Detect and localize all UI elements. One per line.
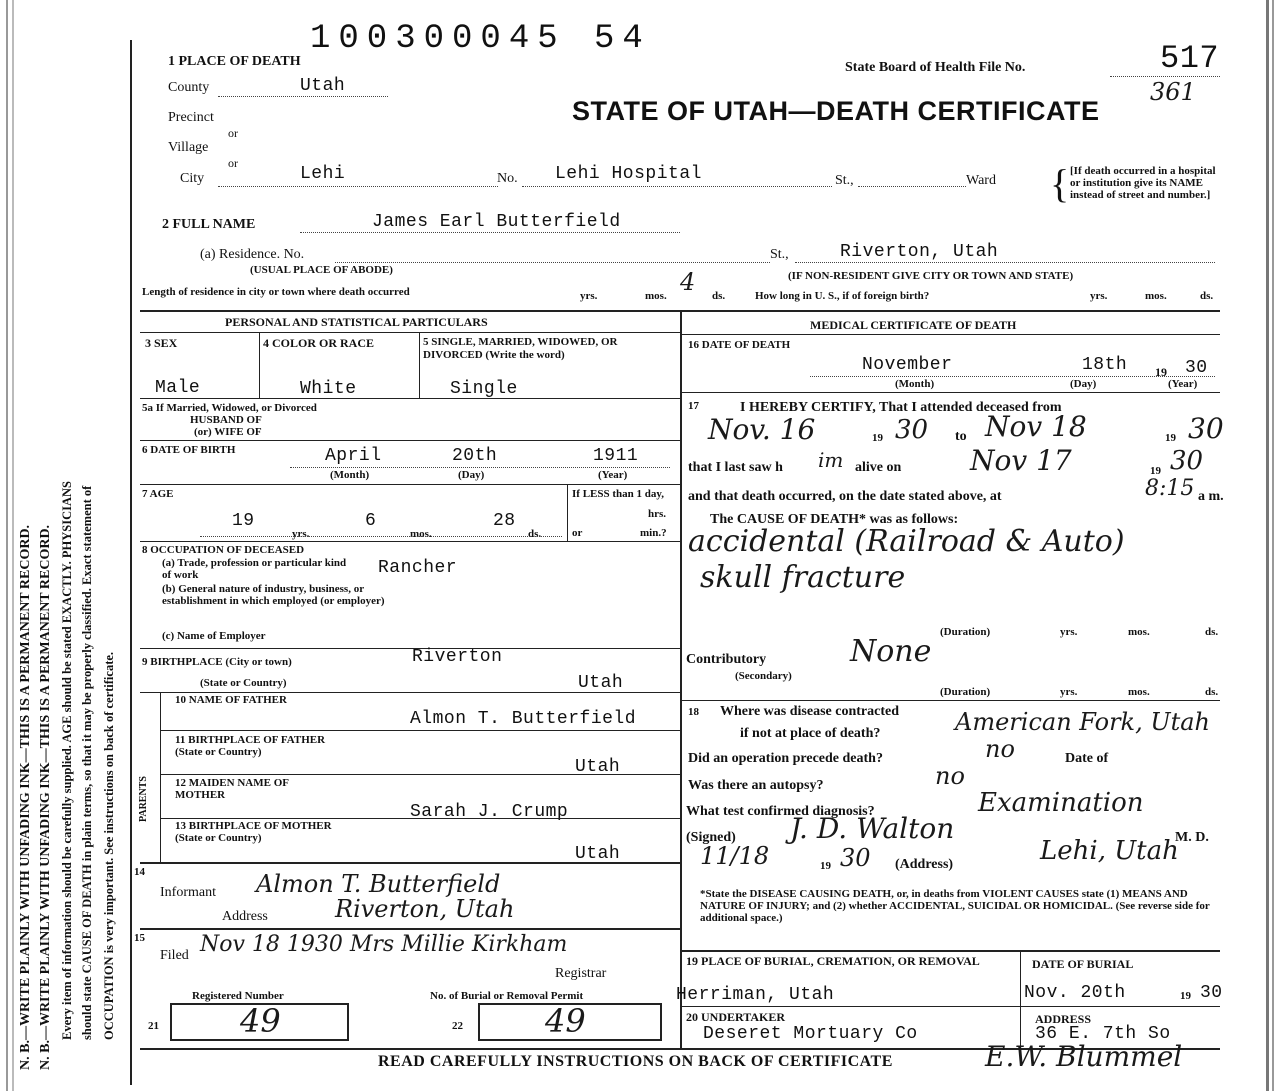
yrs-label: yrs.: [1060, 686, 1078, 698]
or-label: or: [228, 156, 238, 170]
yrs-label: yrs.: [580, 290, 598, 302]
color-label: 4 COLOR OR RACE: [263, 336, 375, 350]
wife-label: (or) WIFE OF: [194, 426, 262, 438]
county-label: County: [168, 80, 210, 95]
street-label: St.,: [835, 173, 854, 188]
alive-on-label: alive on: [855, 460, 902, 475]
father-birthplace-label: 11 BIRTHPLACE OF FATHER (State or Country): [175, 734, 326, 758]
grid-line: [140, 862, 680, 864]
month-caption: (Month): [895, 378, 935, 390]
side-instruction: Every item of information should be carefully supplied. AGE should be stated EXACTLY. PHYSICIANS: [60, 481, 74, 1040]
cause-primary: accidental (Railroad & Auto): [688, 524, 1125, 559]
grid-line: [140, 541, 680, 542]
grid-line: [140, 692, 680, 693]
occupation-industry-label: (b) General nature of industry, business, or establishment in which employed (or employer): [162, 583, 385, 607]
nonresident-note: (IF NON-RESIDENT GIVE CITY OR TOWN AND STATE): [788, 270, 1074, 282]
year-prefix: 19: [1150, 465, 1161, 477]
burial-date-label: DATE OF BURIAL: [1032, 957, 1134, 971]
hospital-value: Lehi Hospital: [555, 164, 702, 184]
yrs-label: yrs.: [1090, 290, 1108, 302]
operation-label: Did an operation precede death?: [688, 751, 883, 766]
grid-line: [682, 950, 1220, 952]
secondary-caption: (Secondary): [735, 670, 792, 682]
duration-label: (Duration): [940, 686, 991, 698]
dob-label: 6 DATE OF BIRTH: [142, 444, 236, 456]
hospital-note: [If death occurred in a hospital or institution give its NAME instead of street and number.]: [1070, 165, 1216, 201]
precinct-label: Precinct: [168, 110, 214, 125]
item-number: 14: [134, 866, 145, 878]
color-value: White: [300, 379, 357, 399]
disease-contracted-value: American Fork, Utah: [955, 708, 1210, 736]
mother-label: 12 MAIDEN NAME OF MOTHER: [175, 777, 289, 801]
grid-line: [160, 693, 161, 863]
marital-label: 5 SINGLE, MARRIED, WIDOWED, OR DIVORCED (Write the word): [423, 336, 618, 361]
father-value: Almon T. Butterfield: [410, 709, 637, 729]
occupation-label: 8 OCCUPATION OF DECEASED: [142, 544, 305, 556]
yrs-label: yrs.: [292, 528, 310, 540]
year-prefix: 19: [1165, 432, 1176, 444]
attended-to: Nov 18: [985, 410, 1087, 443]
age-days: 28: [493, 511, 516, 531]
burial-year: 30: [1200, 983, 1223, 1003]
contributory-value: None: [850, 634, 932, 669]
full-name-value: James Earl Butterfield: [372, 212, 621, 232]
item-number: 15: [134, 932, 145, 944]
city-label: City: [180, 171, 205, 186]
grid-line: [160, 818, 680, 819]
grid-line: [682, 334, 1220, 335]
year-caption: (Year): [1168, 378, 1198, 390]
father-birthplace: Utah: [575, 757, 621, 777]
to-label: to: [955, 429, 967, 444]
mos-label: mos.: [410, 528, 432, 540]
attended-from: Nov. 16: [708, 413, 816, 446]
permit-number-label: No. of Burial or Removal Permit: [430, 990, 584, 1002]
occupation-value: Rancher: [378, 558, 458, 578]
file-number-label: State Board of Health File No.: [845, 60, 1026, 75]
grid-line: [682, 1006, 1220, 1007]
informant-value: Almon T. Butterfield: [256, 870, 501, 898]
ward-label: Ward: [966, 173, 996, 188]
registered-number: 49: [240, 1002, 281, 1040]
last-saw-pronoun: im: [818, 448, 844, 472]
mother-birthplace: Utah: [575, 844, 621, 864]
dob-year: 1911: [593, 446, 639, 466]
ds-label: ds.: [1205, 686, 1219, 698]
birthplace-state: Utah: [578, 673, 624, 693]
burial-date-value: Nov. 20th: [1024, 983, 1126, 1003]
year-prefix: 19: [872, 432, 883, 444]
grid-line: [140, 484, 680, 485]
grid-line: [140, 648, 680, 649]
last-saw-label: that I last saw h: [688, 460, 783, 475]
certificate-title: STATE OF UTAH—DEATH CERTIFICATE: [572, 96, 1100, 126]
city-value: Lehi: [300, 164, 346, 184]
dob-day: 20th: [452, 446, 498, 466]
filed-value: Nov 18 1930 Mrs Millie Kirkham: [200, 932, 568, 957]
file-stamp: 517: [1160, 40, 1220, 77]
place-heading: 1 PLACE OF DEATH: [168, 54, 301, 69]
paper-edge: [6, 0, 8, 1091]
year-prefix: 19: [1180, 990, 1191, 1002]
residence-street-label: St.,: [770, 247, 789, 262]
age-years: 19: [232, 511, 255, 531]
signed-label: (Signed): [686, 830, 736, 845]
cause-label: The CAUSE OF DEATH* was as follows:: [710, 512, 959, 527]
registrar-signature: E.W. Blummel: [985, 1040, 1183, 1073]
residence-days-value: 4: [680, 268, 696, 296]
filed-label: Filed: [160, 948, 189, 963]
husband-label: HUSBAND OF: [190, 414, 262, 426]
test-label: What test confirmed diagnosis?: [686, 804, 875, 819]
death-year: 30: [1185, 358, 1208, 378]
month-caption: (Month): [330, 469, 370, 481]
side-instruction: OCCUPATION is very important. See instructions on back of certificate.: [102, 651, 116, 1040]
ds-label: ds.: [712, 290, 726, 302]
residence-value: Riverton, Utah: [840, 242, 999, 262]
item-number: 18: [688, 706, 699, 718]
full-name-label: 2 FULL NAME: [162, 217, 256, 232]
item-number: 17: [688, 400, 699, 412]
md-label: M. D.: [1175, 830, 1209, 845]
file-number: 361: [1150, 78, 1196, 106]
age-months: 6: [365, 511, 377, 531]
test-value: Examination: [978, 788, 1144, 818]
undertaker-address-label: ADDRESS: [1035, 1012, 1092, 1026]
or-label: or: [572, 527, 583, 539]
death-time: 8:15: [1145, 476, 1195, 501]
permit-number: 49: [545, 1002, 586, 1040]
serial-number: 100300045 54: [310, 20, 651, 58]
certify-statement: I HEREBY CERTIFY, That I attended deceased from: [740, 400, 1062, 415]
death-month: November: [862, 355, 953, 375]
day-caption: (Day): [458, 469, 485, 481]
last-saw-year: 30: [1170, 446, 1204, 476]
state-country-label: (State or Country): [200, 677, 287, 689]
time-period: a m.: [1198, 489, 1224, 504]
physician-address: Lehi, Utah: [1040, 836, 1179, 866]
year-caption: (Year): [598, 469, 628, 481]
residence-label: (a) Residence. No.: [200, 247, 305, 262]
side-instruction: should state CAUSE OF DEATH in plain terms, so that it may be properly classified. Exact statement of: [80, 485, 94, 1040]
year-prefix: 19: [1155, 365, 1167, 379]
grid-line: [140, 440, 680, 441]
mother-value: Sarah J. Crump: [410, 802, 569, 822]
day-caption: (Day): [1070, 378, 1097, 390]
address-label: Address: [222, 909, 268, 924]
item-number: 22: [452, 1020, 463, 1032]
registered-number-label: Registered Number: [192, 990, 284, 1002]
undertaker-label: 20 UNDERTAKER: [686, 1010, 786, 1024]
mother-birthplace-label: 13 BIRTHPLACE OF MOTHER (State or Country): [175, 820, 332, 844]
dob-month: April: [325, 446, 382, 466]
undertaker-value: Deseret Mortuary Co: [703, 1024, 918, 1044]
autopsy-value: no: [935, 762, 965, 790]
grid-line: [1020, 952, 1021, 1048]
grid-line: [680, 310, 682, 1050]
mos-label: mos.: [1128, 626, 1150, 638]
paper-edge: [1272, 0, 1274, 1091]
birthplace-label: 9 BIRTHPLACE (City or town): [142, 656, 292, 668]
min-label: min.?: [640, 527, 667, 539]
medical-heading: MEDICAL CERTIFICATE OF DEATH: [810, 318, 1017, 332]
grid-line: [682, 700, 1220, 701]
death-occurred-label: and that death occurred, on the date stated above, at: [688, 489, 1002, 504]
grid-line: [140, 928, 680, 930]
length-residence-label: Length of residence in city or town where death occurred: [142, 286, 410, 298]
burial-place-value: Herriman, Utah: [676, 985, 835, 1005]
grid-line: [259, 333, 260, 399]
grid-line: [160, 730, 680, 731]
age-label: 7 AGE: [142, 488, 174, 500]
last-saw-date: Nov 17: [970, 444, 1072, 477]
attended-from-year: 30: [895, 415, 929, 445]
mos-label: mos.: [1145, 290, 1167, 302]
grid-line: [160, 774, 680, 775]
address-label: (Address): [895, 857, 954, 872]
signature-year: 30: [840, 844, 871, 872]
us-length-label: How long in U. S., if of foreign birth?: [755, 290, 930, 302]
village-label: Village: [168, 140, 209, 155]
year-prefix: 19: [820, 860, 831, 872]
informant-label: Informant: [160, 885, 216, 900]
father-label: 10 NAME OF FATHER: [175, 694, 287, 706]
spouse-label: 5a If Married, Widowed, or Divorced: [142, 402, 317, 414]
cause-note: *State the DISEASE CAUSING DEATH, or, in deaths from VIOLENT CAUSES state (1) MEANS AND NATURE OF INJURY; and (2) whether ACCIDENTAL, SUICIDAL OR HOMICIDAL. (See reverse side for additional space.): [700, 888, 1210, 924]
paper-edge: [12, 0, 14, 1091]
death-day: 18th: [1082, 355, 1128, 375]
paper-edge: [1266, 0, 1269, 1091]
ds-label: ds.: [1205, 626, 1219, 638]
abode-note: (USUAL PLACE OF ABODE): [250, 264, 393, 276]
date-of-label: Date of: [1065, 751, 1109, 766]
disease-contracted-label: Where was disease contracted: [720, 704, 899, 719]
physician-signature: J. D. Walton: [790, 812, 955, 845]
operation-value: no: [985, 735, 1015, 763]
mos-label: mos.: [645, 290, 667, 302]
or-label: or: [228, 126, 238, 140]
burial-place-label: 19 PLACE OF BURIAL, CREMATION, OR REMOVAL: [686, 954, 980, 968]
grid-line: [140, 332, 680, 333]
death-date-label: 16 DATE OF DEATH: [688, 339, 791, 351]
footer-instructions: READ CAREFULLY INSTRUCTIONS ON BACK OF CERTIFICATE: [378, 1053, 893, 1070]
signature-date: 11/18: [700, 842, 770, 870]
ds-label: ds.: [528, 528, 542, 540]
marital-value: Single: [450, 379, 518, 399]
parents-label: PARENTS: [138, 776, 149, 822]
occupation-trade-label: (a) Trade, profession or particular kind of work: [162, 557, 347, 581]
yrs-label: yrs.: [1060, 626, 1078, 638]
grid-line: [140, 398, 680, 399]
less-than-label: If LESS than 1 day,: [572, 488, 665, 500]
side-instruction: N. B.—WRITE PLAINLY WITH UNFADING INK—THIS IS A PERMANENT RECORD.: [18, 524, 33, 1070]
if-not-label: if not at place of death?: [740, 726, 881, 741]
birthplace-city: Riverton: [412, 647, 503, 667]
grid-line: [682, 392, 1220, 393]
hrs-label: hrs.: [648, 508, 667, 520]
employer-label: (c) Name of Employer: [162, 630, 266, 642]
ds-label: ds.: [1200, 290, 1214, 302]
side-instruction: N. B.—WRITE PLAINLY WITH UNFADING INK—THIS IS A PERMANENT RECORD.: [38, 524, 53, 1070]
brace-icon: {: [1050, 161, 1070, 206]
street-no-label: No.: [497, 171, 518, 186]
informant-address: Riverton, Utah: [335, 895, 515, 923]
form-left-border: [130, 40, 132, 1085]
autopsy-label: Was there an autopsy?: [688, 778, 824, 793]
grid-line: [419, 333, 420, 399]
grid-line: [567, 485, 568, 541]
sex-value: Male: [155, 378, 201, 398]
mos-label: mos.: [1128, 686, 1150, 698]
duration-label: (Duration): [940, 626, 991, 638]
undertaker-address: 36 E. 7th So: [1035, 1024, 1171, 1044]
cause-secondary-line: skull fracture: [700, 560, 906, 595]
registrar-label: Registrar: [555, 966, 607, 981]
attended-to-year: 30: [1188, 412, 1224, 445]
item-number: 21: [148, 1020, 159, 1032]
contributory-label: Contributory: [686, 652, 767, 667]
county-value: Utah: [300, 76, 346, 96]
sex-label: 3 SEX: [145, 336, 178, 350]
personal-heading: PERSONAL AND STATISTICAL PARTICULARS: [225, 315, 488, 329]
